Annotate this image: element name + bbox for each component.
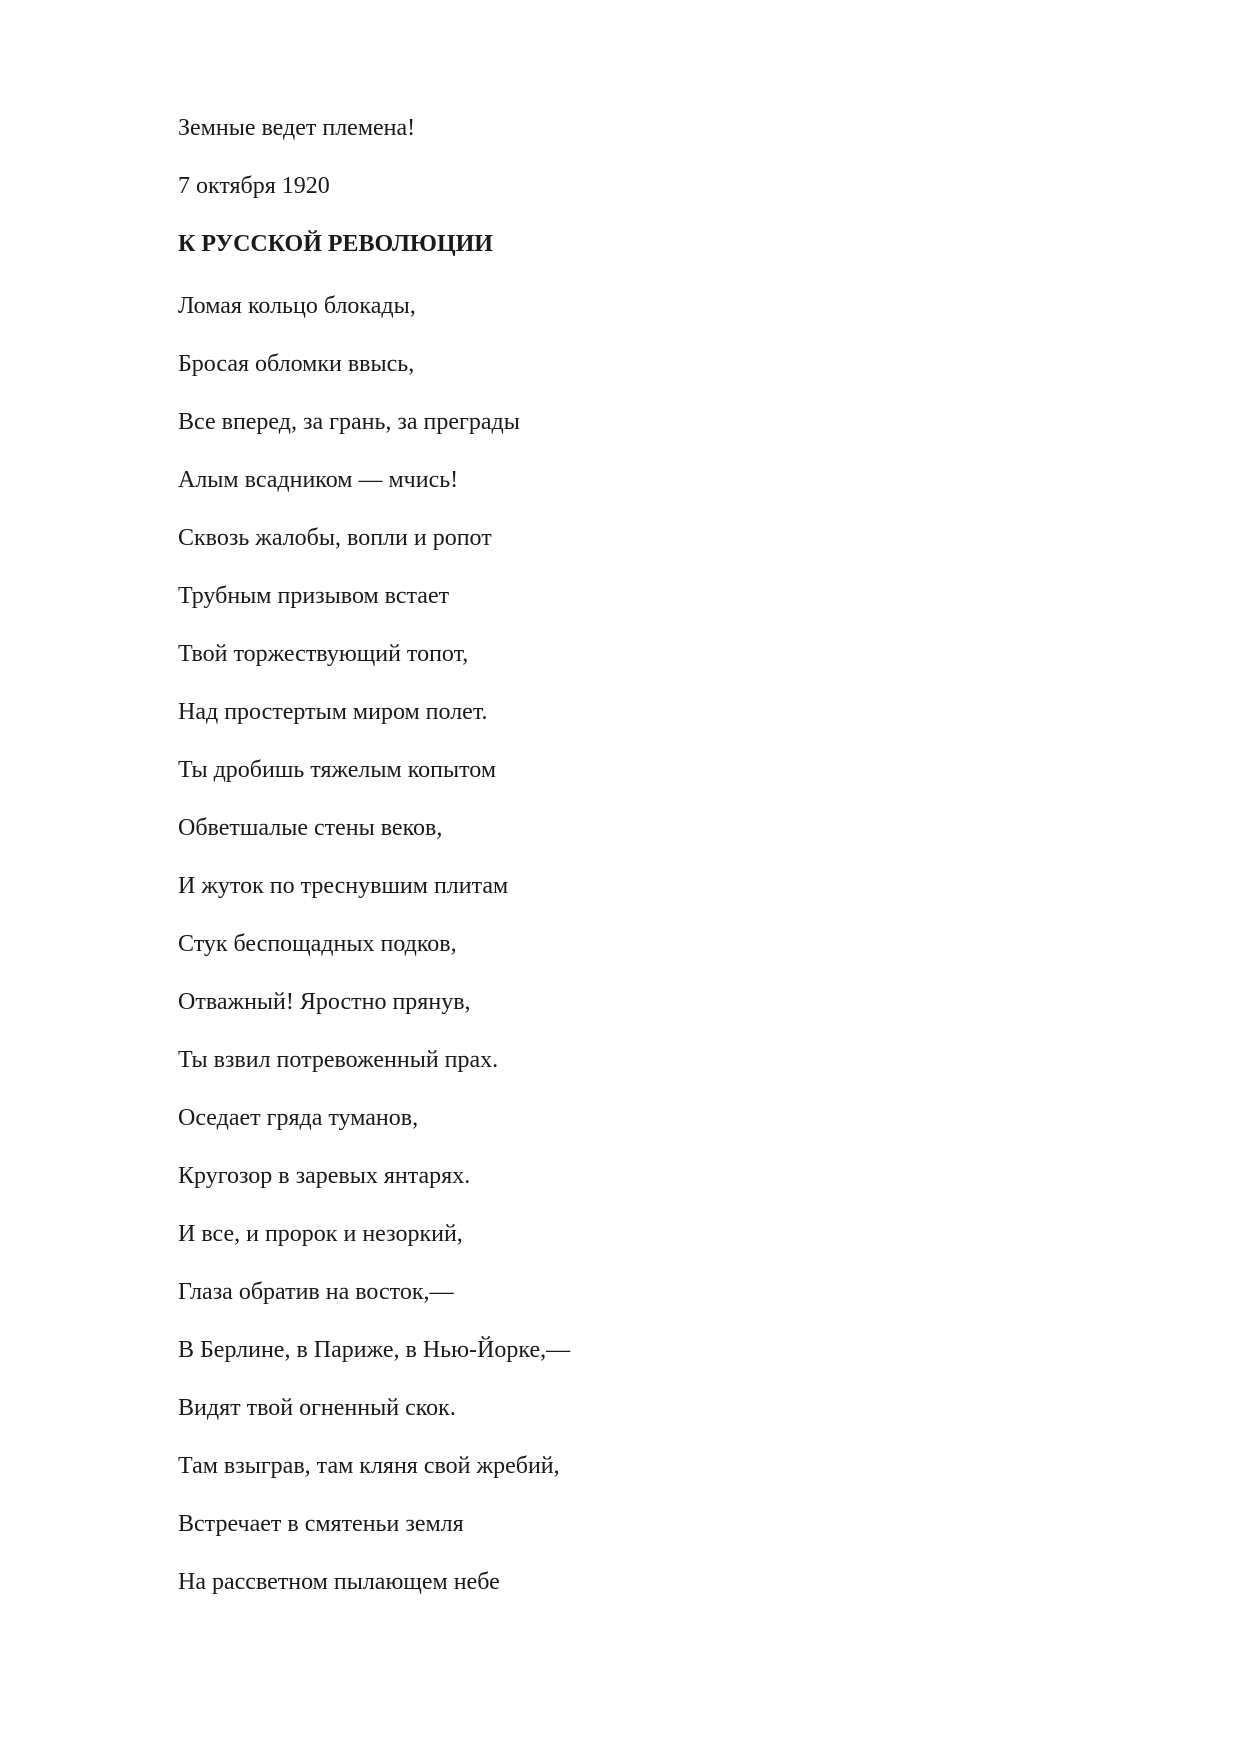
poem-line: Бросая обломки ввысь,	[178, 351, 415, 377]
poem-line: Встречает в смятеньи земля	[178, 1511, 464, 1537]
poem-line: Там взыграв, там кляня свой жребий,	[178, 1453, 560, 1479]
poem-line: Ты дробишь тяжелым копытом	[178, 757, 497, 783]
poem-line: Отважный! Яростно прянув,	[178, 989, 471, 1015]
poem-line: И все, и пророк и незоркий,	[178, 1221, 463, 1247]
poem-body	[178, 290, 1178, 1598]
poem-line: Сквозь жалобы, вопли и ропот	[178, 525, 492, 551]
poem-line: Стук беспощадных подков,	[178, 931, 457, 957]
poem-line: Алым всадником — мчись!	[178, 467, 459, 493]
poem-line: Ломая кольцо блокады,	[178, 293, 416, 319]
poem-line: Обветшалые стены веков,	[178, 815, 443, 841]
poem-line: Над простертым миром полет.	[178, 699, 488, 725]
poem-line: Ты взвил потревоженный прах.	[178, 1047, 499, 1073]
poem-title: К РУССКОЙ РЕВОЛЮЦИИ	[178, 231, 493, 257]
previous-poem-last-line: Земные ведет племена!	[178, 115, 416, 141]
poem-line: Оседает гряда туманов,	[178, 1105, 419, 1131]
poem-line: Кругозор в заревых янтарях.	[178, 1163, 471, 1189]
poem-line: В Берлине, в Париже, в Нью-Йорке,—	[178, 1337, 571, 1363]
document-page	[178, 112, 1178, 1624]
poem-line: Глаза обратив на восток,—	[178, 1279, 454, 1305]
poem-line: Все вперед, за грань, за преграды	[178, 409, 520, 435]
poem-line: Видят твой огненный скок.	[178, 1395, 456, 1421]
poem-date: 7 октября 1920	[178, 173, 330, 199]
poem-line: И жуток по треснувшим плитам	[178, 873, 509, 899]
poem-line: Трубным призывом встает	[178, 583, 450, 609]
poem-line: На рассветном пылающем небе	[178, 1569, 500, 1595]
poem-line: Твой торжествующий топот,	[178, 641, 469, 667]
